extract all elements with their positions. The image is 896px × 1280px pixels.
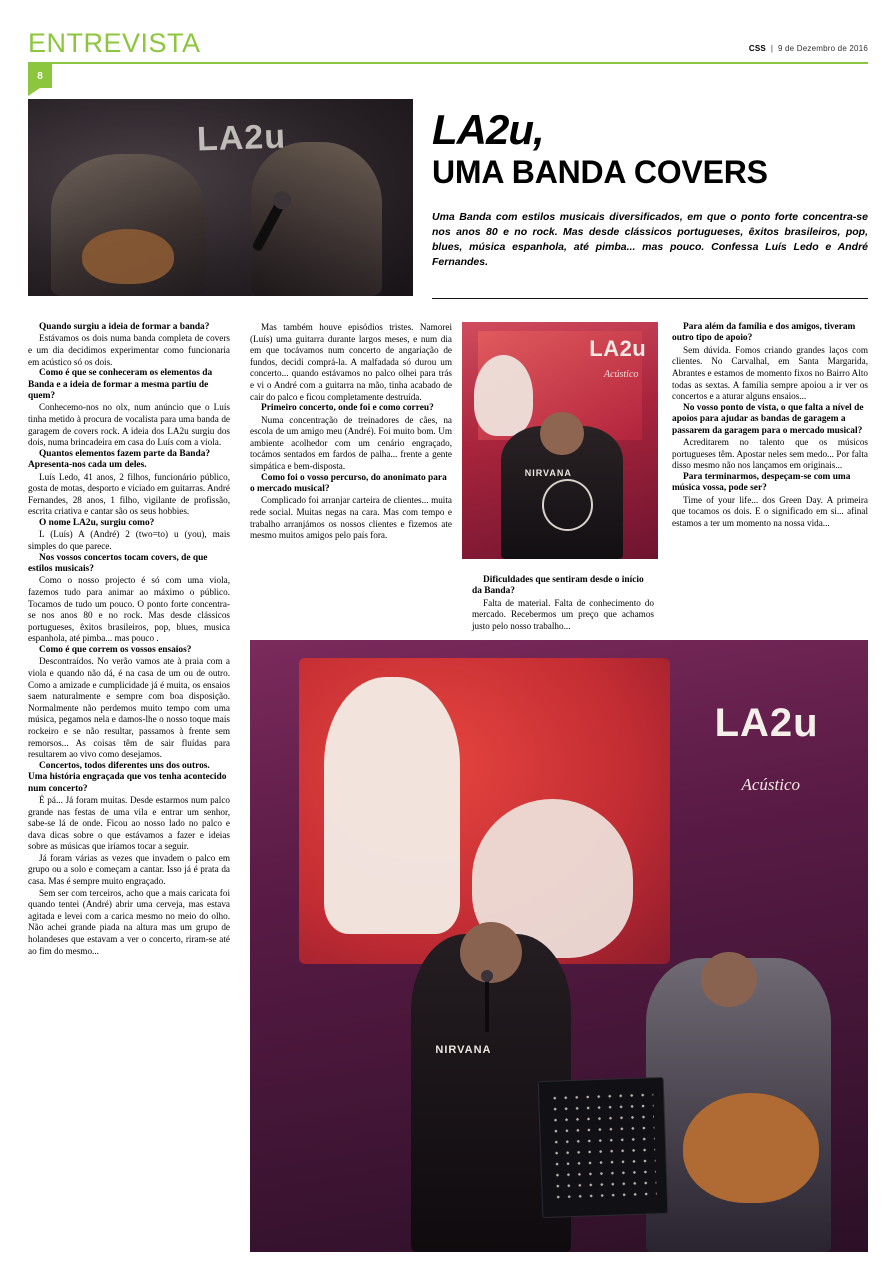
photo-bottom-logo: LA2u (714, 701, 819, 746)
photo-mid-head (540, 412, 583, 455)
interview-question: Para além da família e dos amigos, tiveram outro tipo de apoio? (672, 322, 856, 344)
article-column-2 (250, 322, 452, 542)
photo-mid-shirt-text: NIRVANA (524, 468, 572, 479)
page-number-badge-tail (28, 88, 52, 96)
page-subtitle: UMA BANDA COVERS (432, 154, 768, 190)
section-title: ENTREVISTA (28, 28, 201, 58)
interview-answer: Falta de material. Falta de conhecimento do mercado. Recebermos um preço que achamos justo pelo nosso trabalho... (472, 597, 654, 631)
article-column-3 (472, 575, 654, 633)
header-separator: | (768, 44, 776, 53)
header-divider (28, 62, 868, 64)
interview-question: Concertos, todos diferentes uns dos outros. Uma história engraçada que vos tenha acontecido num concerto? (28, 760, 227, 794)
interview-question: Dificuldades que sentiram desde o início da Banda? (472, 575, 644, 597)
photo-bottom-mic-graphic (324, 677, 460, 934)
guitar-icon (82, 229, 174, 284)
photo-mid-logo: LA2u (589, 336, 647, 362)
title-divider (432, 298, 868, 299)
interview-answer: Descontraídos. No verão vamos ate à praia com a viola e quando não dá, é na casa de um ou de outro. Como a amizade e cumplicidade já é muita, os ensaios saem naturalmente e sempre com boa disposição. Normalmente não perdemos muito tempo com uma música, pegamos nela e damos-lhe o nosso toque mais rockeiro e se não resultar, passamos à frente sem remorsos... As coisas têm de sair fluídas para resultarem ao vivo como desejamos. (28, 656, 230, 760)
interview-answer: Mas também houve episódios tristes. Namorei (Luís) uma guitarra durante largos meses, e num dia em que tocávamos num concerto de angariação de fundos, decidi comprá-la. A malfadada só durou um concerto... quando estávamos no palco olhei para trás e vi o André com a guitarra na mão, tinha acabado de cair do palco e ficou completamente destruída. (250, 322, 452, 402)
photo-band-live-top (28, 99, 413, 296)
interview-answer: Acreditarem no talento que os músicos portugueses têm. Apostar neles sem medo... Por falta disso mesmo não nos lançamos em originais... (672, 437, 868, 471)
article-title-block (432, 108, 868, 270)
photo-mid-mic-graphic (474, 355, 533, 436)
page-title: LA2u, (432, 106, 544, 153)
interview-answer: Sem dúvida. Fomos criando grandes laços com clientes. No Carvalhal, em Santa Margarida, Abrantes e estamos de momento fixos no Bairro Alto todas as sextas. A família sempre apoiou a ir ver os concertos e a aturar alguns ensaios... (672, 344, 868, 402)
photo-mid-sublogo: Acústico (603, 369, 639, 381)
interview-answer: L (Luís) A (André) 2 (two=to) u (you), mais simples do que parece. (28, 529, 230, 551)
photo-mid-shirt-graphic (542, 479, 593, 530)
interview-answer: Sem ser com terceiros, acho que a mais caricata foi quando tentei (André) abrir uma cerveja, mas estava agitada e levei com a carica mesmo no meio do olho. Não achei grande piada na altura mas um grupo de holandeses que estavam a ver o concerto, riram-se até ao fim do mesmo... (28, 887, 230, 956)
publication-date: 9 de Dezembro de 2016 (777, 44, 868, 53)
interview-question: Como foi o vosso percurso, do anonimato para o mercado musical? (250, 472, 447, 494)
publication-name: CSS (748, 44, 766, 53)
interview-answer: Conhecemo-nos no olx, num anúncio que o Luís tinha metido à procura de vocalista para uma banda de garagem de covers rock. A ideia dos LA2u surgiu dos dois, numa brincadeira em casa do Luís com a viola. (28, 402, 230, 448)
interview-question: Nos vossos concertos tocam covers, de que estilos musicais? (28, 552, 208, 574)
interview-answer: Numa concentração de treinadores de cães, na escola de um amigo meu (André). Foi muito bom. Um ambiente acolhedor com um cenário engraçado, tocámos sentados em fardos de palha... frente a gente simpática e bem-disposta. (250, 414, 452, 471)
interview-question: Primeiro concerto, onde foi e como correu? (261, 403, 434, 414)
interview-question: Para terminarmos, despeçam-se com uma música vossa, pode ser? (672, 471, 851, 494)
microphone-icon (485, 978, 489, 1032)
interview-question: O nome LA2u, surgiu como? (39, 517, 155, 528)
photo-bottom-sublogo: Acústico (741, 774, 801, 794)
music-stand-lights (549, 1089, 657, 1206)
interview-answer: Como o nosso projecto é só com uma viola, fazemos tudo para animar ao máximo o público. Tocamos de tudo um pouco. O ponto forte concentra-se nos anos 80 e no rock. Mas desde clássicos portugueses, êxitos brasileiros, pop, blues, musica espanhola, até pimba... mas pouco . (28, 575, 230, 644)
article-column-1 (28, 322, 230, 957)
interview-answer: É pá... Já foram muitas. Desde estarmos num palco grande nas festas de uma vila e entrar um senhor, sabe-se lá de onde. Ficou ao nosso lado no palco e dava dicas sobre o que estávamos a fazer e ideias sobre as músicas que iríamos tocar a seguir. (28, 794, 230, 852)
photo-bottom-guitarist-head (701, 952, 757, 1007)
guitar-icon (683, 1093, 819, 1203)
interview-question: No vosso ponto de vista, o que falta a nível de apoios para ajudar as bandas de garagem a passarem da garagem para o mercado musical? (672, 402, 864, 436)
masthead (28, 28, 868, 64)
page-number-badge: 8 (28, 64, 52, 88)
interview-answer: Estávamos os dois numa banda completa de covers e um dia decidimos experimentar como funcionaria em acústico só os dois. (28, 333, 230, 367)
standfirst: Uma Banda com estilos musicais diversificados, em que o ponto forte concentra-se nos anos 80 e no rock. Mas desde clássicos portugueses, êxitos brasileiros, pop, blues, música espanhola, até pimba... mas pouco. Confessa Luís Ledo e André Fernandes. (432, 211, 868, 268)
photo-band-concert-bottom (250, 640, 868, 1252)
interview-question: Como é que correm os vossos ensaios? (39, 644, 192, 655)
header-meta (749, 44, 868, 53)
interview-answer: Já foram várias as vezes que invadem o palco em grupo ou a solo e começam a cantar. Isso já é prata da casa. Mas é sempre muito engraçado. (28, 852, 230, 887)
music-stand-icon (538, 1077, 668, 1218)
interview-answer: Time of your life... dos Green Day. A primeira que tocamos os dois. E o significado em si... afinal estamos a ter um momento na nossa vida... (672, 494, 868, 528)
interview-question: Quando surgiu a ideia de formar a banda? (39, 322, 210, 332)
interview-answer: Complicado foi arranjar carteira de clientes... muita rede social. Muitas negas na cara. Mas com tempo e trabalho arranjámos os nossos clientes e fizemos ate mesmo muitos amigos pelo país fora. (250, 495, 452, 541)
interview-question: Quantos elementos fazem parte da Banda? Apresenta-nos cada um deles. (28, 448, 211, 471)
interview-question: Como é que se conheceram os elementos da Banda e a ideia de formar a mesma partiu de quem? (28, 368, 213, 401)
photo-top-logo: LA2u (196, 117, 288, 159)
photo-singer-nirvana (462, 322, 658, 559)
photo-bottom-shirt-text: NIRVANA (435, 1044, 492, 1057)
article-column-4 (672, 322, 868, 529)
interview-answer: Luís Ledo, 41 anos, 2 filhos, funcionário público, gosta de motas, desporto e viciado em guitarras. André Fernandes, 28 anos, 1 filho, vigilante de profissão, escrita criativa e cantar são os seus hobbies. (28, 471, 230, 517)
